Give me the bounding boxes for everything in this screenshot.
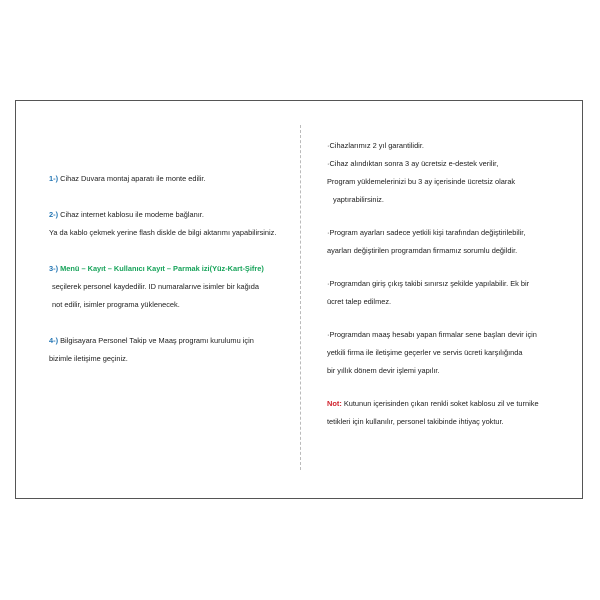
step-number: 3-) bbox=[49, 264, 59, 273]
menu-path-text: Menü – Kayıt – Kullanıcı Kayıt – Parmak izi(Yüz-Kart-Şifre) bbox=[58, 264, 264, 273]
step-4 bbox=[49, 332, 294, 350]
info-line: ayarları değiştirilen programdan firmamız sorumlu değildir. bbox=[327, 246, 518, 255]
step-text: Cihaz internet kablosu ile modeme bağlanır. bbox=[58, 210, 204, 219]
info-line: yetkili firma ile iletişime geçerler ve servis ücreti karşılığında bbox=[327, 348, 523, 357]
right-column bbox=[327, 137, 567, 431]
info-line: ·Programdan maaş hesabı yapan firmalar sene başları devir için bbox=[327, 330, 537, 339]
step-number: 1-) bbox=[49, 174, 59, 183]
step-number: 4-) bbox=[49, 336, 59, 345]
left-column bbox=[49, 170, 294, 368]
column-divider bbox=[300, 125, 301, 470]
info-line: bir yıllık dönem devir işlemi yapılır. bbox=[327, 366, 440, 375]
note-label: Not: bbox=[327, 399, 342, 408]
step-2 bbox=[49, 206, 294, 224]
info-line: yaptırabilirsiniz. bbox=[333, 195, 384, 204]
note-text: Kutunun içerisinden çıkan renkli soket kablosu zil ve turnike bbox=[341, 399, 539, 408]
info-line: ·Cihaz alındıktan sonra 3 ay ücretsiz e-destek verilir, bbox=[327, 159, 499, 168]
info-line: ·Program ayarları sadece yetkili kişi tarafından değiştirilebilir, bbox=[327, 228, 526, 237]
info-line: Program yüklemelerinizi bu 3 ay içerisinde ücretsiz olarak bbox=[327, 177, 516, 186]
step-1 bbox=[49, 170, 294, 188]
info-line: ·Programdan giriş çıkış takibi sınırsız şekilde yapılabilir. Ek bir bbox=[327, 279, 530, 288]
note bbox=[327, 395, 567, 413]
step-number: 2-) bbox=[49, 210, 59, 219]
step-text-line: bizimle iletişime geçiniz. bbox=[49, 354, 128, 363]
note-text-line: tetikleri için kullanılır, personel takibinde ihtiyaç yoktur. bbox=[327, 417, 504, 426]
info-line: ·Cihazlarımız 2 yıl garantilidir. bbox=[327, 141, 424, 150]
step-text-line: not edilir, isimler programa yüklenecek. bbox=[52, 300, 180, 309]
info-line: ücret talep edilmez. bbox=[327, 297, 392, 306]
step-text: Cihaz Duvara montaj aparatı ile monte edilir. bbox=[58, 174, 206, 183]
step-3 bbox=[49, 260, 294, 278]
step-text: Bilgisayara Personel Takip ve Maaş programı kurulumu için bbox=[58, 336, 254, 345]
step-text-line: Ya da kablo çekmek yerine flash diskle de bilgi aktarımı yapabilirsiniz. bbox=[49, 228, 277, 237]
step-text-line: seçilerek personel kaydedilir. ID numaralarıve isimler bir kağıda bbox=[52, 282, 260, 291]
